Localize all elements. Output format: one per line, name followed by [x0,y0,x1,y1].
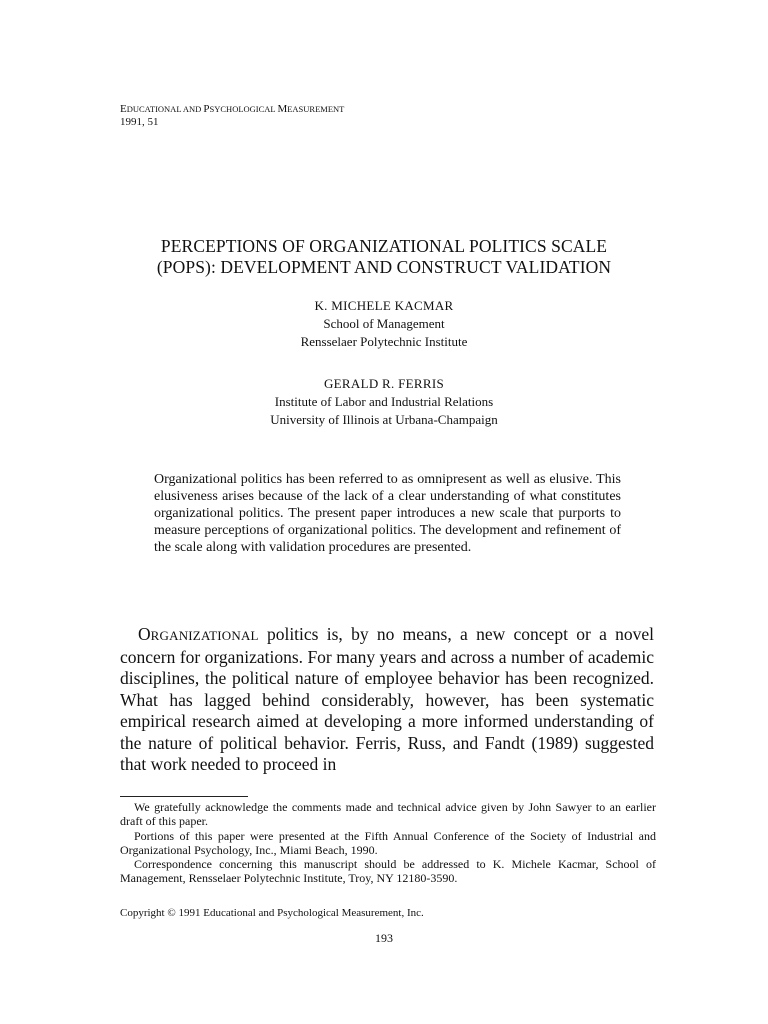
footnote: Correspondence concerning this manuscript should be addressed to K. Michele Kacmar, School of Management, Rensselaer Polytechnic Institute, Troy, NY 12180-3590. [120,857,656,886]
author-block-1 [0,297,768,351]
journal-name-part: SYCHOLOGICAL [209,104,278,114]
journal-name [120,103,344,116]
footnote: Portions of this paper were presented at the Fifth Annual Conference of the Society of Industrial and Organizational Psychology, Inc., Miami Beach, 1990. [120,828,656,857]
author-affiliation: Institute of Labor and Industrial Relations [274,394,494,409]
journal-year-volume: 1991, 51 [120,116,159,128]
author-name: GERALD R. FERRIS [323,376,444,391]
journal-name-cap: P [203,103,210,115]
author-block-2 [0,375,768,429]
body-text: politics is, by no means, a new concept or a novel concern for organizations. For many years and across a number of academic disciplines, the political nature of employee behavior has been recognized. What has lagged behind considerably, however, has been systematic empirical research aimed at developing a more informed understanding of the nature of political behavior. Ferris, Russ, and Fandt (1989) suggested that work needed to proceed in [120,624,654,774]
lead-smallcaps: RGANIZATIONAL [150,628,259,643]
journal-name-part: DUCATIONAL AND [126,104,204,114]
page-number: 193 [375,931,393,945]
paper-title-line-2: (POPS): DEVELOPMENT AND CONSTRUCT VALIDATION [156,257,612,277]
author-affiliation: Rensselaer Polytechnic Institute [300,334,468,349]
lead-initial: O [138,624,151,644]
author-name: K. MICHELE KACMAR [314,298,454,313]
journal-name-cap: M [277,103,288,115]
journal-name-part: EASUREMENT [287,104,345,114]
footnotes [120,800,656,886]
author-affiliation: School of Management [323,316,445,331]
journal-name-cap: E [120,103,127,115]
body-paragraph [120,624,654,776]
copyright-notice: Copyright © 1991 Educational and Psychological Measurement, Inc. [120,907,424,919]
author-affiliation: University of Illinois at Urbana-Champaign [270,412,498,427]
footnote: We gratefully acknowledge the comments made and technical advice given by John Sawyer to an earlier draft of this paper. [120,800,656,829]
abstract: Organizational politics has been referred to as omnipresent as well as elusive. This elusiveness arises because of the lack of a clear understanding of what constitutes organizational politics. The present paper introduces a new scale that purports to measure perceptions of organizational politics. The development and refinement of the scale along with validation procedures are presented. [154,472,621,555]
paper-title-line-1: PERCEPTIONS OF ORGANIZATIONAL POLITICS SCALE [160,236,608,256]
paper-title [0,236,768,278]
journal-header [120,103,344,129]
footnote-rule [120,796,248,797]
